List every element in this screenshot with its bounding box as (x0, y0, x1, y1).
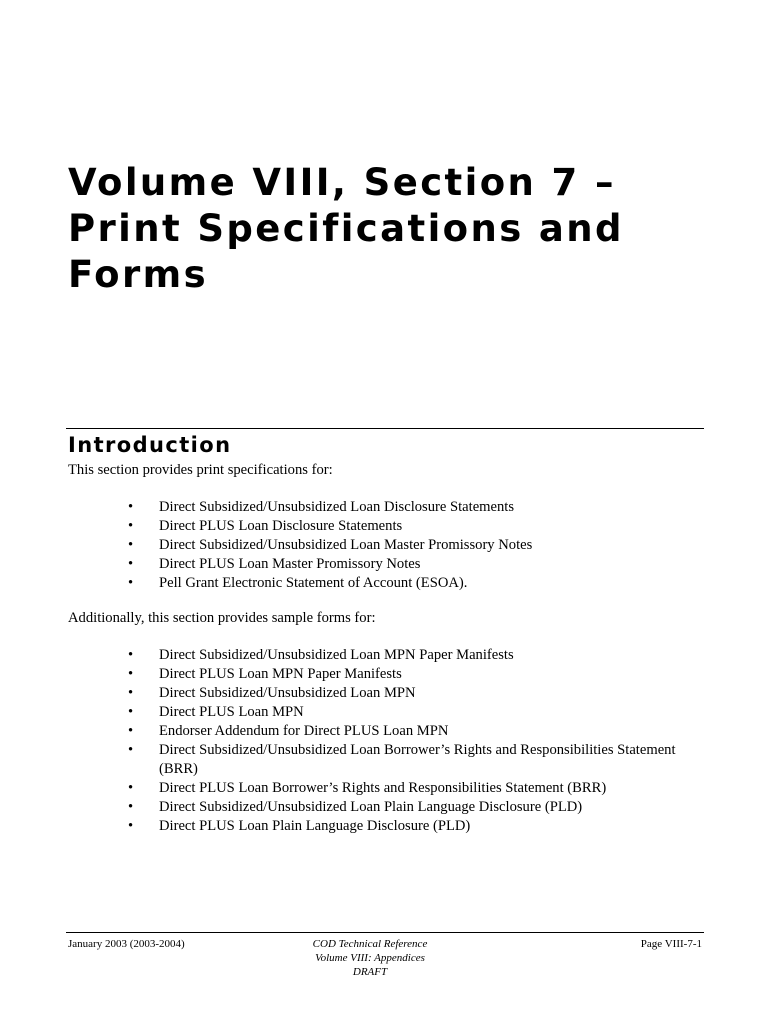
bullet-icon: • (128, 818, 134, 834)
bullet-icon: • (128, 742, 134, 758)
list-item: • Direct Subsidized/Unsubsidized Loan Disclosure Statements (128, 499, 515, 515)
list-item: • Direct PLUS Loan Borrower’s Rights and Responsibilities Statement (BRR) (128, 780, 607, 796)
list-item: • Direct PLUS Loan Plain Language Disclosure (PLD) (128, 818, 471, 834)
footer-divider (66, 932, 704, 933)
list-item: • Direct Subsidized/Unsubsidized Loan Plain Language Disclosure (PLD) (128, 799, 583, 815)
bullet-icon: • (128, 666, 134, 682)
bullet-icon: • (128, 556, 134, 572)
list-item: • Pell Grant Electronic Statement of Account (ESOA). (128, 575, 468, 591)
intro-paragraph: This section provides print specifications for: (68, 462, 333, 478)
footer-volume: Volume VIII: Appendices (315, 952, 425, 964)
list-item: • Direct Subsidized/Unsubsidized Loan Borrower’s Rights and Responsibilities Statement (BRR) (128, 742, 676, 777)
bullet-icon: • (128, 647, 134, 663)
print-specs-list (128, 498, 708, 593)
bullet-icon: • (128, 575, 134, 591)
bullet-icon: • (128, 723, 134, 739)
title-line-1: Volume VIII, Section 7 – (68, 161, 616, 204)
list-item: • Direct Subsidized/Unsubsidized Loan MPN Paper Manifests (128, 647, 514, 663)
bullet-icon: • (128, 685, 134, 701)
list-item: • Endorser Addendum for Direct PLUS Loan MPN (128, 723, 449, 739)
title-line-3: Forms (68, 253, 209, 296)
introduction-heading: Introduction (68, 433, 232, 457)
bullet-icon: • (128, 799, 134, 815)
footer-draft-label: DRAFT (352, 966, 388, 978)
footer-date: January 2003 (2003-2004) (68, 938, 185, 950)
list-item: • Direct Subsidized/Unsubsidized Loan Master Promissory Notes (128, 537, 533, 553)
list-item: • Direct PLUS Loan MPN (128, 704, 304, 720)
document-title (68, 160, 708, 298)
footer-doc-title: COD Technical Reference (312, 938, 428, 950)
page-number: Page VIII-7-1 (640, 938, 702, 950)
list-item: • Direct PLUS Loan Disclosure Statements (128, 518, 403, 534)
additional-paragraph: Additionally, this section provides sample forms for: (68, 610, 376, 626)
list-item: • Direct Subsidized/Unsubsidized Loan MPN (128, 685, 416, 701)
list-item: • Direct PLUS Loan Master Promissory Notes (128, 556, 421, 572)
sample-forms-list (128, 646, 708, 836)
list-item: • Direct PLUS Loan MPN Paper Manifests (128, 666, 402, 682)
bullet-icon: • (128, 537, 134, 553)
bullet-icon: • (128, 780, 134, 796)
footer-document-info (270, 937, 470, 979)
bullet-icon: • (128, 704, 134, 720)
title-line-2: Print Specifications and (68, 207, 624, 250)
bullet-icon: • (128, 518, 134, 534)
bullet-icon: • (128, 499, 134, 515)
section-divider (66, 428, 704, 429)
